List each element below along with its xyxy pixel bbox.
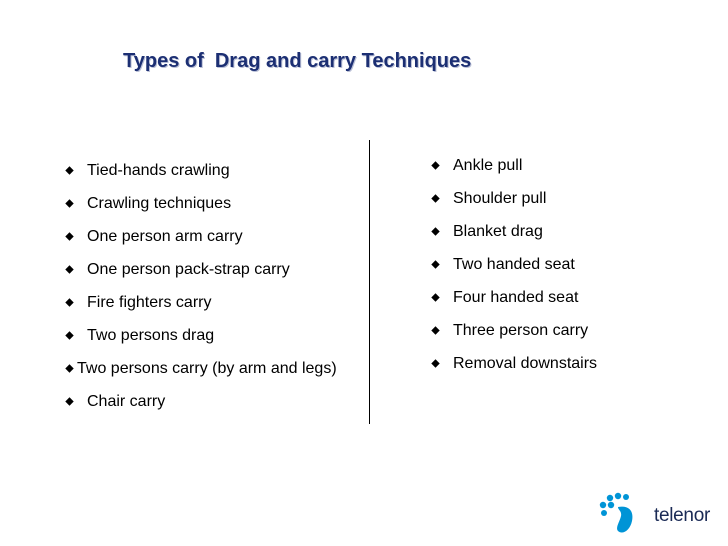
- slide-title: Types of Drag and carry Techniques: [123, 50, 472, 72]
- list-item: Removal downstairs: [432, 353, 712, 374]
- bullet-icon: [431, 227, 439, 235]
- bullet-icon: [431, 293, 439, 301]
- list-item: Crawling techniques: [66, 193, 356, 214]
- list-item: Shoulder pull: [432, 188, 712, 209]
- bullet-icon: [65, 265, 73, 273]
- bullet-icon: [65, 298, 73, 306]
- bullet-icon: [431, 359, 439, 367]
- column-divider: [369, 140, 370, 424]
- list-item: One person pack-strap carry: [66, 259, 356, 280]
- bullet-icon: [65, 397, 73, 405]
- list-item: Fire fighters carry: [66, 292, 356, 313]
- left-technique-list: [66, 160, 356, 424]
- bullet-icon: [431, 260, 439, 268]
- bullet-icon: [431, 161, 439, 169]
- bullet-icon: [431, 326, 439, 334]
- list-item: Two handed seat: [432, 254, 712, 275]
- logo-wordmark: telenor: [654, 505, 710, 526]
- list-item: Chair carry: [66, 391, 356, 412]
- bullet-icon: [65, 166, 73, 174]
- right-technique-list: [432, 155, 712, 386]
- bullet-icon: [65, 364, 73, 372]
- bullet-icon: [65, 232, 73, 240]
- list-item: Tied-hands crawling: [66, 160, 356, 181]
- bullet-icon: [65, 199, 73, 207]
- list-item: Blanket drag: [432, 221, 712, 242]
- list-item: Three person carry: [432, 320, 712, 341]
- bullet-icon: [431, 194, 439, 202]
- list-item: Ankle pull: [432, 155, 712, 176]
- bullet-icon: [65, 331, 73, 339]
- list-item: Two persons drag: [66, 325, 356, 346]
- list-item: Two persons carry (by arm and legs): [56, 358, 356, 379]
- list-item: One person arm carry: [66, 226, 356, 247]
- list-item: Four handed seat: [432, 287, 712, 308]
